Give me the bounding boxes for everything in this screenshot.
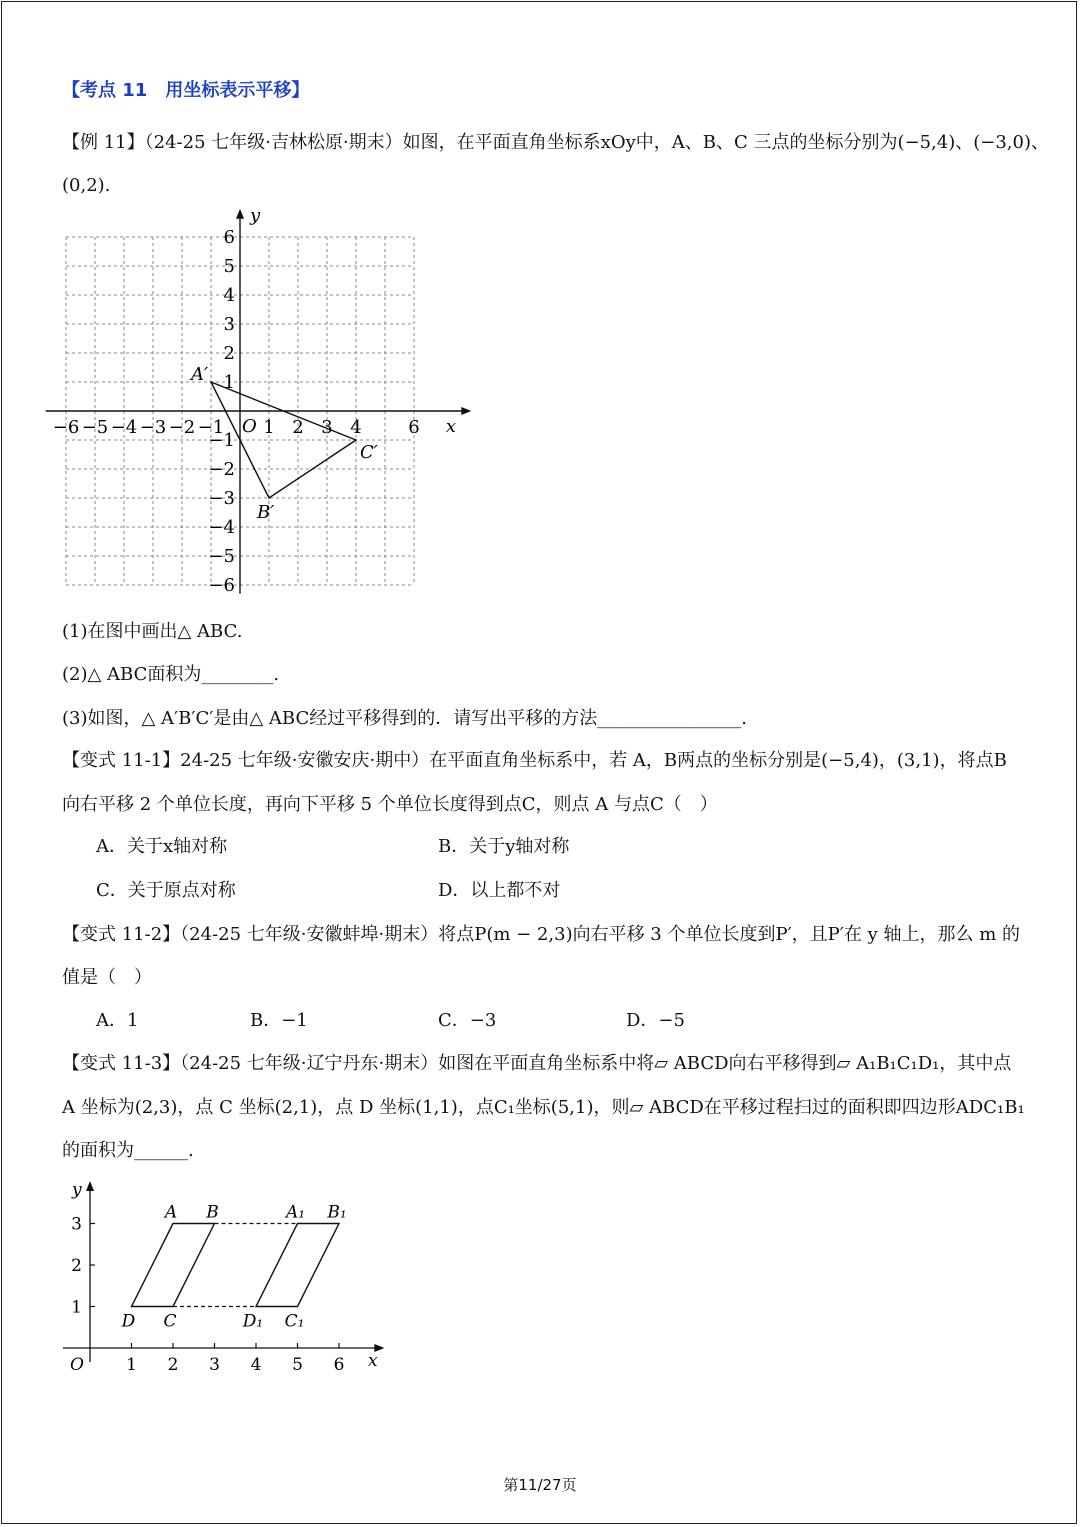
section-heading: 【考点 11 用坐标表示平移】	[62, 80, 310, 101]
x-tick-label: 2	[167, 1355, 179, 1375]
y-tick-label: 5	[223, 256, 235, 277]
y-axis-label: y	[72, 1180, 82, 1200]
variant-2-option-a: A．1	[96, 1010, 139, 1031]
x-tick-label: 1	[126, 1355, 137, 1375]
variant-1-option-c: C．关于原点对称	[96, 880, 236, 901]
y-tick-label: −6	[208, 575, 235, 596]
x-tick-label: −1	[197, 417, 225, 438]
x-tick-label: 4	[350, 417, 362, 438]
x-axis-label: x	[445, 416, 457, 437]
vertex-label: C	[163, 1311, 177, 1332]
x-axis-arrow	[461, 407, 471, 415]
vertex-label: B	[206, 1202, 219, 1223]
y-tick-label: 2	[71, 1256, 82, 1276]
figure-1-axes	[46, 205, 472, 594]
origin-label: O	[242, 416, 257, 437]
y-tick-label: 6	[223, 227, 235, 248]
vertex-label: B₁	[327, 1202, 347, 1223]
question-1: (1)在图中画出△ ABC.	[62, 621, 243, 642]
vertex-label: D	[121, 1311, 136, 1332]
question-3: (3)如图，△ A′B′C′是由△ ABC经过平移得到的．请写出平移的方法________________.	[62, 708, 747, 729]
y-tick-label: 3	[223, 314, 235, 335]
variant-1-line-2: 向右平移 2 个单位长度，再向下平移 5 个单位长度得到点C，则点 A 与点C（ ）	[62, 794, 718, 815]
x-tick-label: 6	[333, 1355, 345, 1375]
variant-3-line-1: 【变式 11-3】（24-25 七年级·辽宁丹东·期末）如图在平面直角坐标系中将▱ ABCD向右平移得到▱ A₁B₁C₁D₁，其中点	[62, 1053, 1012, 1074]
example-line-2: (0,2).	[62, 175, 111, 196]
page-footer: 第11/27页	[503, 1476, 577, 1494]
vertex-label: A	[164, 1202, 178, 1223]
x-tick-label: −5	[81, 417, 109, 438]
x-tick-label: 1	[263, 417, 275, 438]
question-2: (2)△ ABC面积为________.	[62, 664, 280, 685]
vertex-label: A′	[191, 364, 209, 385]
y-tick-label: 4	[223, 285, 235, 306]
y-axis-label: y	[250, 205, 261, 227]
y-tick-label: 1	[223, 372, 235, 393]
vertex-label: C′	[360, 442, 378, 463]
y-tick-label: 3	[71, 1214, 82, 1235]
y-tick-label: −2	[208, 459, 235, 480]
x-tick-label: 2	[292, 417, 304, 438]
variant-1-option-a: A．关于x轴对称	[96, 836, 228, 857]
x-tick-label: 4	[250, 1355, 262, 1375]
variant-2-line-1: 【变式 11-2】（24-25 七年级·安徽蚌埠·期末）将点P(m − 2,3)向右平移 3 个单位长度到P′，且P′在 y 轴上，那么 m 的	[62, 924, 1021, 945]
example-line-1: 【例 11】（24-25 七年级·吉林松原·期末）如图，在平面直角坐标系xOy中，A、B、C 三点的坐标分别为(−5,4)、(−3,0)、	[62, 132, 1049, 153]
y-tick-label: −5	[208, 546, 235, 567]
y-axis-arrow	[236, 209, 244, 219]
figure-1-grid	[52, 205, 480, 610]
x-axis-label: x	[368, 1351, 378, 1371]
parallelogram-a1b1c1d1	[256, 1224, 339, 1307]
variant-1-option-d: D．以上都不对	[438, 880, 561, 901]
y-tick-label: −1	[208, 430, 235, 451]
x-tick-label: −2	[168, 417, 196, 438]
y-tick-label: −3	[208, 488, 235, 509]
variant-3-line-3: 的面积为______.	[62, 1140, 194, 1161]
y-axis-arrow	[86, 1181, 94, 1191]
x-tick-label: −6	[52, 417, 80, 438]
x-tick-label: 3	[321, 417, 333, 438]
origin-label: O	[70, 1355, 84, 1375]
y-tick-label: 2	[223, 343, 235, 364]
y-tick-label: −4	[208, 517, 235, 538]
variant-2-line-2: 值是（ ）	[62, 967, 152, 988]
figure-2-shapes	[121, 1203, 347, 1332]
x-tick-label: −4	[110, 417, 138, 438]
vertex-label: D₁	[242, 1311, 264, 1332]
vertex-label: C₁	[284, 1311, 305, 1332]
figure-2-parallelograms	[60, 1175, 400, 1375]
variant-1-line-1: 【变式 11-1】24-25 七年级·安徽安庆·期中）在平面直角坐标系中，若 A，B两点的坐标分别是(−5,4)，(3,1)，将点B	[62, 750, 1007, 771]
variant-2-option-b: B．−1	[250, 1010, 308, 1031]
x-tick-label: 5	[292, 1355, 303, 1375]
variant-2-option-d: D．−5	[626, 1010, 685, 1031]
vertex-label: B′	[257, 502, 275, 523]
y-tick-label: 1	[71, 1297, 82, 1318]
x-tick-label: −3	[139, 417, 167, 438]
x-tick-label: 3	[209, 1355, 220, 1375]
variant-1-option-b: B．关于y轴对称	[438, 836, 570, 857]
x-tick-label: 6	[408, 417, 420, 438]
vertex-label: A₁	[285, 1202, 306, 1223]
variant-3-line-2: A 坐标为(2,3)，点 C 坐标(2,1)，点 D 坐标(1,1)，点C₁坐标(5,1)，则▱ ABCD在平移过程扫过的面积即四边形ADC₁B₁	[62, 1097, 1025, 1118]
parallelogram-abcd	[132, 1224, 215, 1307]
variant-2-option-c: C．−3	[438, 1010, 497, 1031]
